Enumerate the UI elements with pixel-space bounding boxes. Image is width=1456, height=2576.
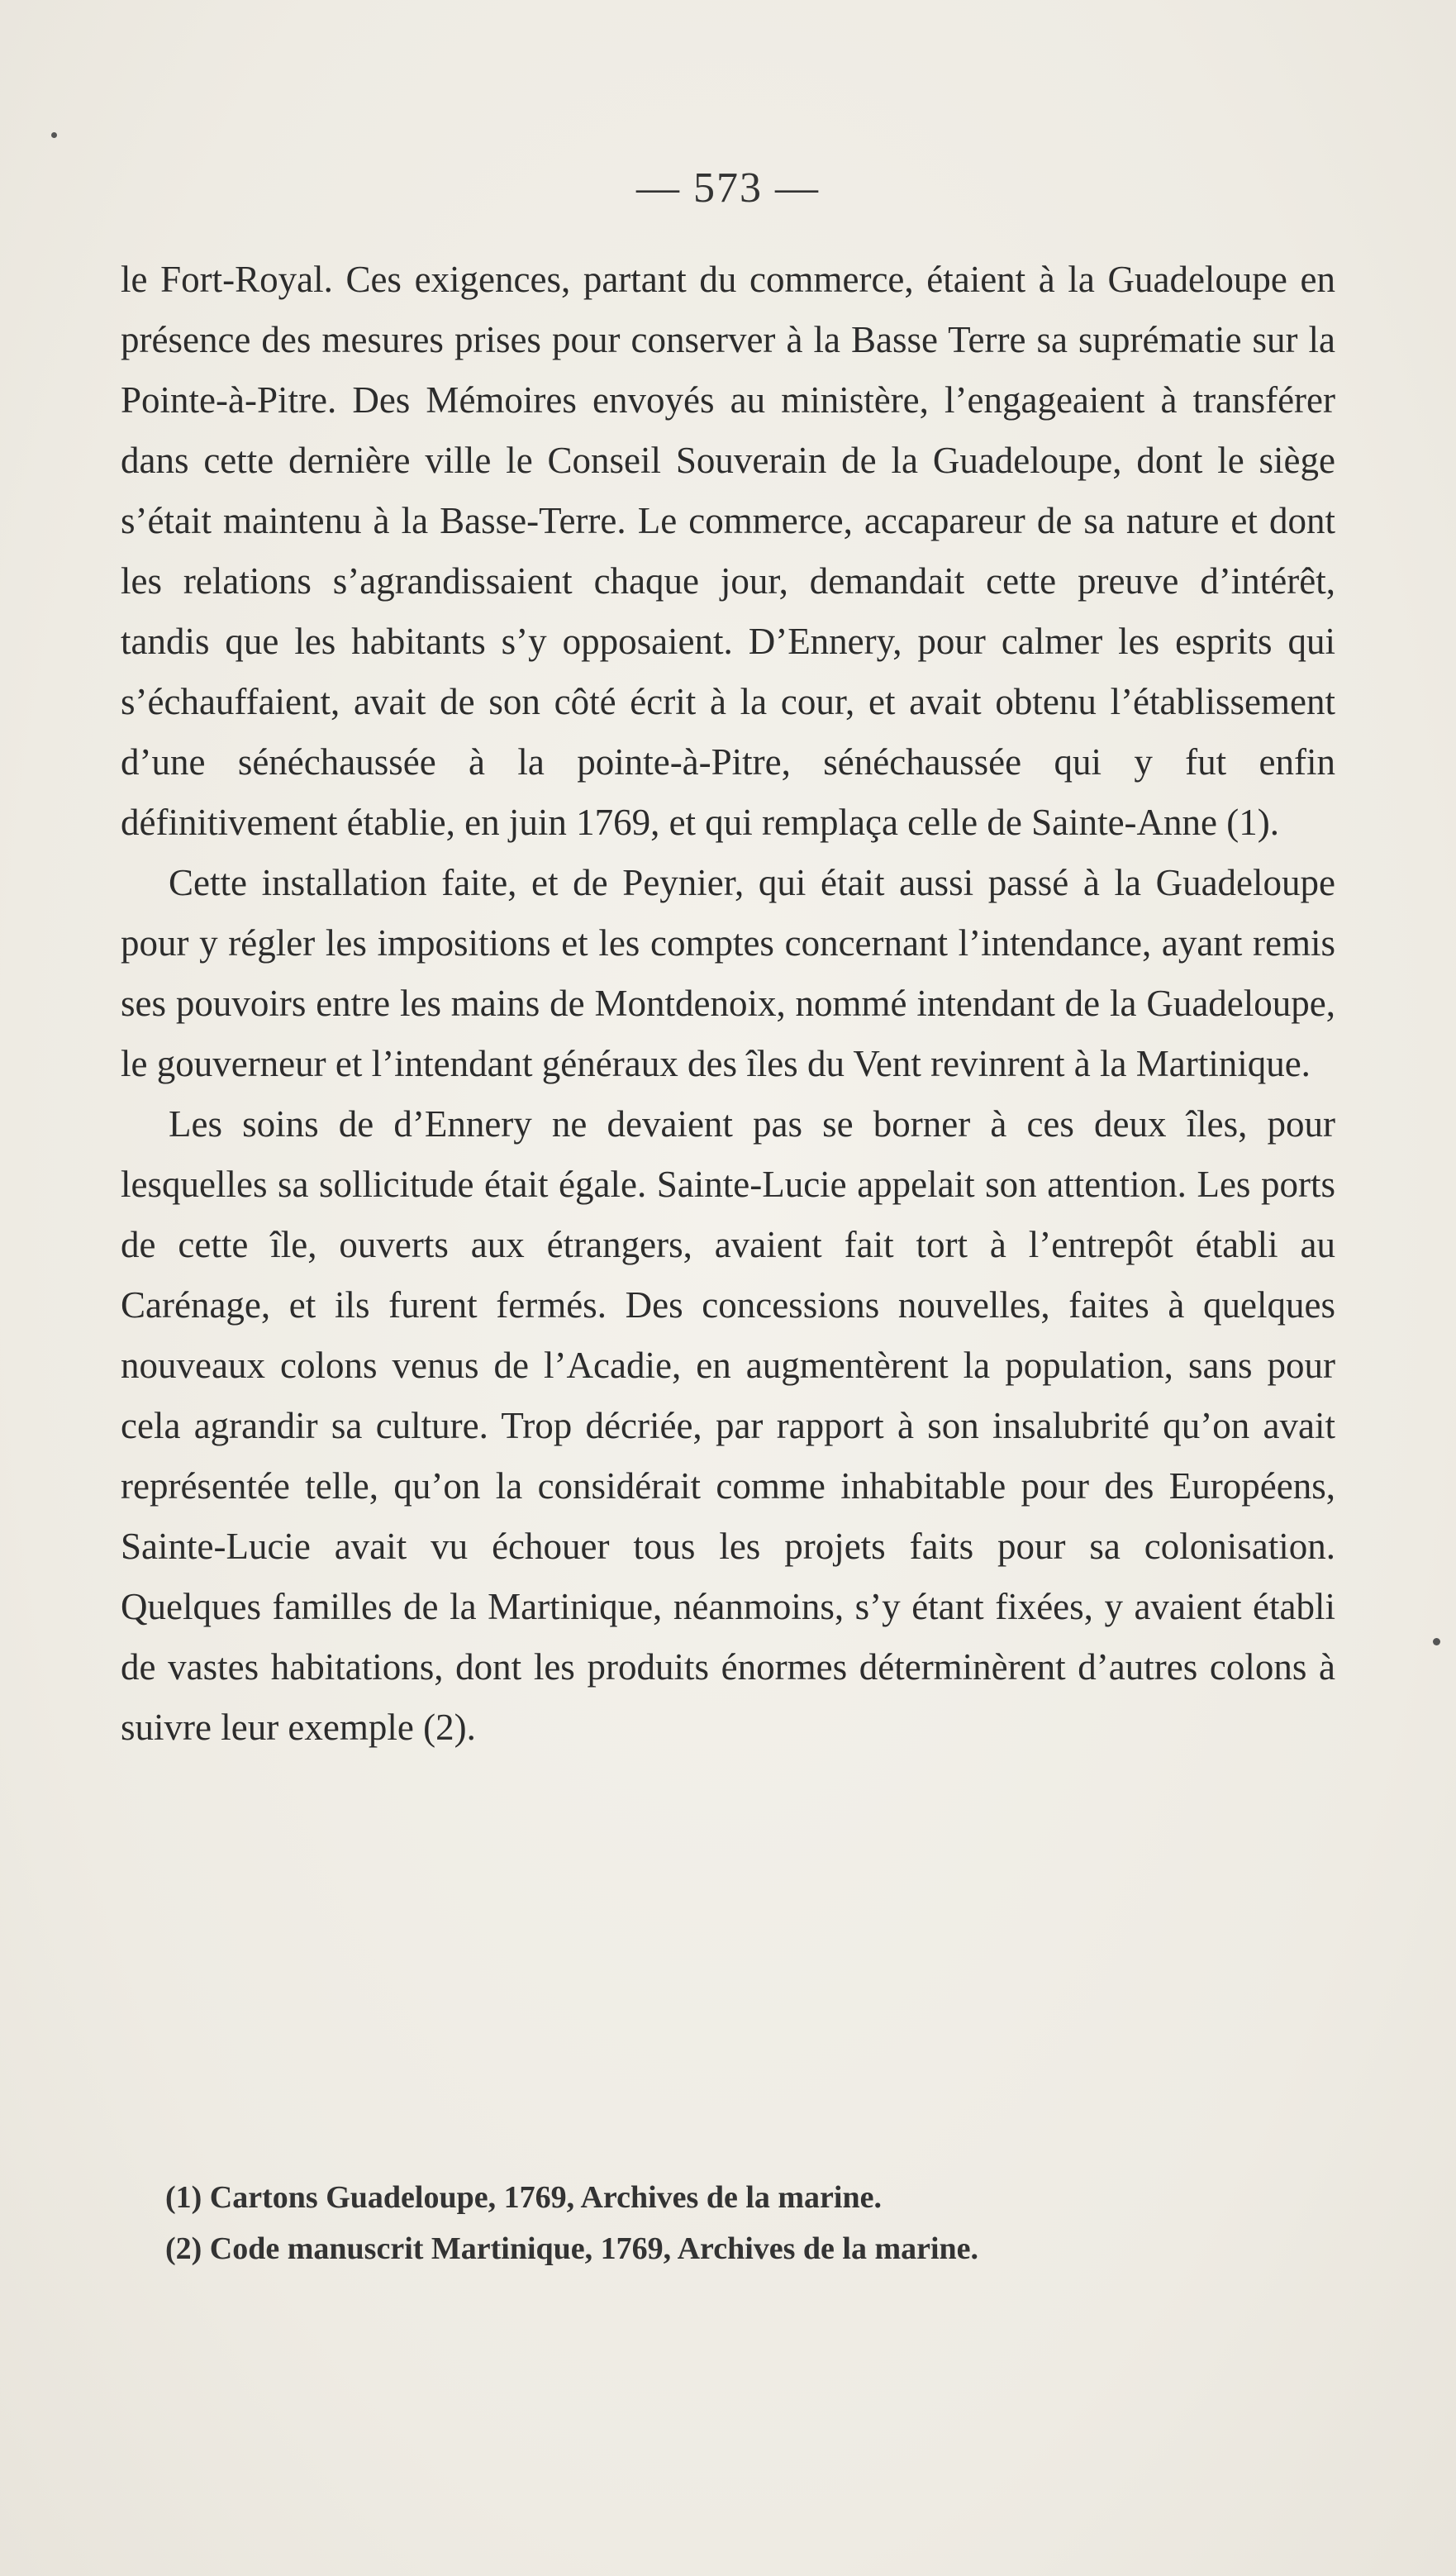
footnote-1: (1) Cartons Guadeloupe, 1769, Archives de la marine. — [165, 2180, 882, 2215]
paragraph-1: le Fort-Royal. Ces exigences, partant du commerce, étaient à la Guadeloupe en présence des mesures prises pour conserver à la Basse Terre sa suprématie sur la Pointe-à-Pitre. Des Mémoires envoyés au ministère, l’engageaient à transférer dans cette dernière ville le Conseil Souverain de la Guadeloupe, dont le siège s’était maintenu à la Basse-Terre. Le commerce, accapareur de sa nature et dont les relations s’agrandissaient chaque jour, demandait cette preuve d’intérêt, tandis que les habitants s’y opposaient. D’Ennery, pour calmer les esprits qui s’échauffaient, avait de son côté écrit à la cour, et avait obtenu l’établissement d’une sénéchaussée à la pointe-à-Pitre, sénéchaussée qui y fut enfin définitivement établie, en juin 1769, et qui remplaça celle de Sainte-Anne (1). — [121, 259, 1335, 843]
paragraph-3: Les soins de d’Ennery ne devaient pas se borner à ces deux îles, pour lesquelles sa sollicitude était égale. Sainte-Lucie appelait son attention. Les ports de cette île, ouverts aux étrangers, avaient fait tort à l’entrepôt établi au Carénage, et ils furent fermés. Des concessions nouvelles, faites à quelques nouveaux colons venus de l’Acadie, en augmentèrent la population, sans pour cela agrandir sa culture. Trop décriée, par rapport à son insalubrité qu’on avait représentée telle, qu’on la considérait comme inhabitable pour des Européens, Sainte-Lucie avait vu échouer tous les projets faits pour sa colonisation. Quelques familles de la Martinique, néanmoins, s’y étant fixées, y avaient établi de vastes habitations, dont les produits énormes déterminèrent d’autres colons à suivre leur exemple (2). — [121, 1103, 1335, 1748]
ink-speck — [1433, 1638, 1440, 1645]
footnotes — [165, 2172, 1322, 2274]
paragraph-2: Cette installation faite, et de Peynier, qui était aussi passé à la Guadeloupe pour y régler les impositions et les comptes concernant l’intendance, ayant remis ses pouvoirs entre les mains de Montdenoix, nommé intendant de la Guadeloupe, le gouverneur et l’intendant généraux des îles du Vent revinrent à la Martinique. — [121, 862, 1335, 1084]
footnote-2: (2) Code manuscrit Martinique, 1769, Archives de la marine. — [165, 2231, 979, 2266]
ink-speck — [51, 132, 57, 138]
page-number: — 573 — — [636, 164, 820, 212]
main-text — [121, 250, 1335, 1758]
